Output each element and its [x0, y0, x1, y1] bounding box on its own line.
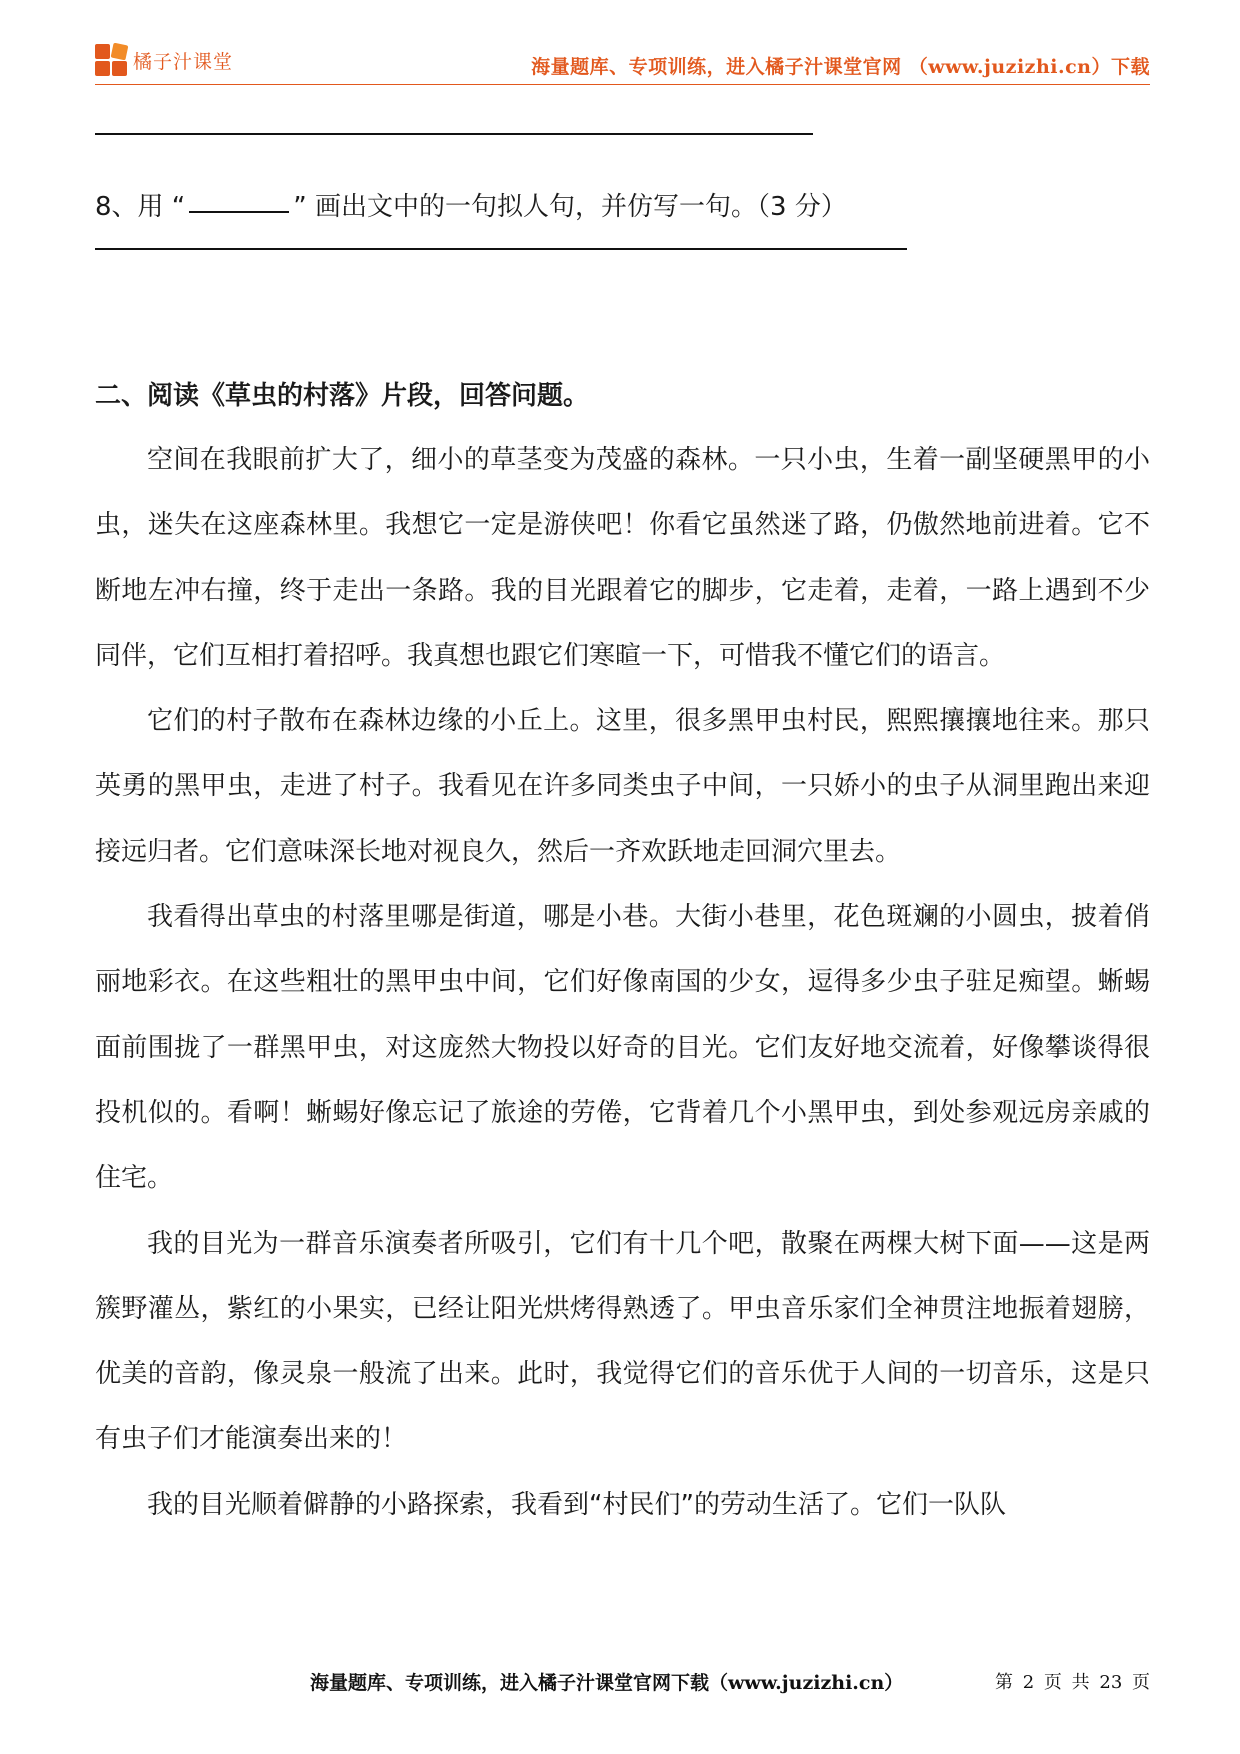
question-8: [95, 183, 847, 227]
page-number: 第 2 页 共 23 页: [995, 1672, 1150, 1693]
logo: [95, 44, 233, 76]
passage-paragraph-2: 它们的村子散布在森林边缘的小丘上。这里，很多黑甲虫村民，熙熙攘攘地往来。那只英勇的黑甲虫，走进了村子。我看见在许多同类虫子中间，一只娇小的虫子从洞里跑出来迎接远归者。它们意味深长地对视良久，然后一齐欢跃地走回洞穴里去。: [95, 706, 1150, 867]
reading-passage: [95, 428, 1150, 1538]
underline-sample: [189, 183, 289, 213]
logo-text: 橘子汁课堂: [133, 50, 234, 73]
passage-paragraph-3: 我看得出草虫的村落里哪是街道，哪是小巷。大街小巷里，花色斑斓的小圆虫，披着俏丽地彩衣。在这些粗壮的黑甲虫中间，它们好像南国的少女，逗得多少虫子驻足痴望。蜥蜴面前围拢了一群黑甲虫，对这庞然大物投以好奇的目光。它们友好地交流着，好像攀谈得很投机似的。看啊！蜥蜴好像忘记了旅途的劳倦，它背着几个小黑甲虫，到处参观远房亲戚的住宅。: [95, 902, 1150, 1194]
passage-paragraph-5: 我的目光顺着僻静的小路探索，我看到“村民们”的劳动生活了。它们一队队: [147, 1489, 1006, 1520]
answer-line-2: [95, 248, 907, 250]
header-slogan: 海量题库、专项训练，进入橘子汁课堂官网 （www.juzizhi.cn）下载: [531, 56, 1150, 78]
page-header: [95, 38, 1150, 86]
juzizhi-logo-icon: [95, 44, 127, 76]
section-2-title: 二、阅读《草虫的村落》片段，回答问题。: [95, 381, 590, 411]
passage-paragraph-1: 空间在我眼前扩大了，细小的草茎变为茂盛的森林。一只小虫，生着一副坚硬黑甲的小虫，迷失在这座森林里。我想它一定是游侠吧！你看它虽然迷了路，仍傲然地前进着。它不断地左冲右撞，终于走出一条路。我的目光跟着它的脚步，它走着，走着，一路上遇到不少同伴，它们互相打着招呼。我真想也跟它们寒暄一下，可惜我不懂它们的语言。: [95, 445, 1150, 671]
passage-paragraph-4: 我的目光为一群音乐演奏者所吸引，它们有十几个吧，散聚在两棵大树下面——这是两簇野灌丛，紫红的小果实，已经让阳光烘烤得熟透了。甲虫音乐家们全神贯注地振着翅膀，优美的音韵，像灵泉一般流了出来。此时，我觉得它们的音乐优于人间的一切音乐，这是只有虫子们才能演奏出来的！: [95, 1228, 1150, 1455]
footer-slogan: 海量题库、专项训练，进入橘子汁课堂官网下载（www.juzizhi.cn）: [310, 1672, 904, 1694]
page-footer: [95, 1668, 1150, 1708]
answer-line-1: [95, 133, 813, 135]
question-8-suffix: ” 画出文中的一句拟人句，并仿写一句。（3 分）: [293, 192, 847, 222]
question-8-prefix: 8、用 “: [95, 192, 186, 222]
header-divider: [95, 84, 1150, 85]
